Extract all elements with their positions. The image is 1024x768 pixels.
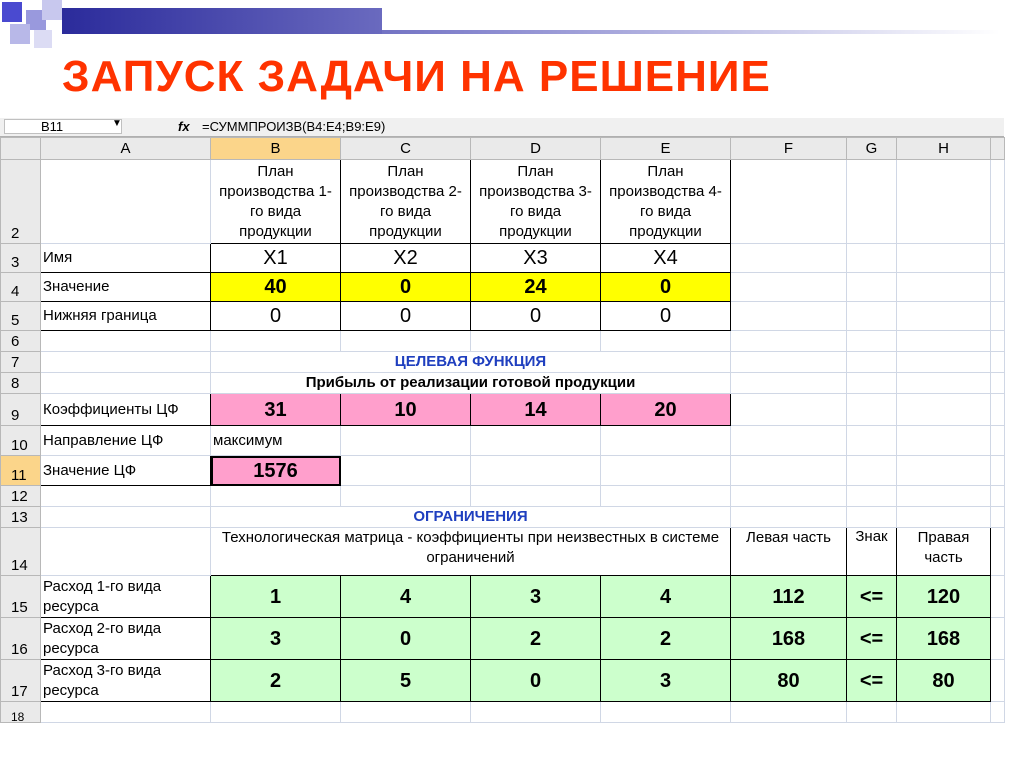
cell-h16[interactable]: 168	[897, 618, 991, 660]
table-row	[1, 273, 1005, 302]
cell-b15[interactable]: 1	[211, 576, 341, 618]
cell-a4[interactable]: Значение	[41, 273, 211, 302]
row-header[interactable]: 5	[1, 302, 41, 331]
row-header[interactable]: 7	[1, 352, 41, 373]
table-row	[1, 244, 1005, 273]
cell-b2[interactable]: План производства 1-го вида продукции	[211, 160, 341, 244]
cell-b4[interactable]: 40	[211, 273, 341, 302]
cell-e2[interactable]: План производства 4-го вида продукции	[601, 160, 731, 244]
row-header[interactable]: 9	[1, 394, 41, 426]
cell-a2[interactable]	[41, 160, 211, 244]
table-row	[1, 507, 1005, 528]
cell-a17[interactable]: Расход 3-го вида ресурса	[41, 660, 211, 702]
cell-d2[interactable]: План производства 3-го вида продукции	[471, 160, 601, 244]
cell-c3[interactable]: X2	[341, 244, 471, 273]
row-header[interactable]: 8	[1, 373, 41, 394]
cell-a10[interactable]: Направление ЦФ	[41, 426, 211, 456]
cell-b10[interactable]: максимум	[211, 426, 341, 456]
row-header[interactable]: 3	[1, 244, 41, 273]
cell-d16[interactable]: 2	[471, 618, 601, 660]
cell-b11-selected[interactable]: 1576	[211, 456, 341, 486]
cell-c9[interactable]: 10	[341, 394, 471, 426]
row-header[interactable]: 16	[1, 618, 41, 660]
cell-f14[interactable]: Левая часть	[731, 528, 847, 576]
table-row	[1, 618, 1005, 660]
table-row	[1, 373, 1005, 394]
cell-f16[interactable]: 168	[731, 618, 847, 660]
cell-g2[interactable]	[847, 160, 897, 244]
cell-a11[interactable]: Значение ЦФ	[41, 456, 211, 486]
cell-d3[interactable]: X3	[471, 244, 601, 273]
cell-f2[interactable]	[731, 160, 847, 244]
column-header-spacer	[991, 138, 1005, 160]
cell-g17[interactable]: <=	[847, 660, 897, 702]
row-header[interactable]: 11	[1, 456, 41, 486]
cell-b14-merged[interactable]: Технологическая матрица - коэффициенты при неизвестных в системе ограничений	[211, 528, 731, 576]
title-gradient-block	[62, 8, 382, 34]
cell-e17[interactable]: 3	[601, 660, 731, 702]
cell-b17[interactable]: 2	[211, 660, 341, 702]
slide-decoration	[0, 0, 70, 60]
cell-c16[interactable]: 0	[341, 618, 471, 660]
table-row	[1, 528, 1005, 576]
cell-c15[interactable]: 4	[341, 576, 471, 618]
cell-c17[interactable]: 5	[341, 660, 471, 702]
formula-input[interactable]: =СУММПРОИЗВ(B4:E4;B9:E9)	[202, 119, 386, 134]
row-header[interactable]: 18	[1, 702, 41, 723]
column-header-f[interactable]: F	[731, 138, 847, 160]
name-box-value: B11	[41, 119, 64, 134]
row-header[interactable]: 12	[1, 486, 41, 507]
slide-title: ЗАПУСК ЗАДАЧИ НА РЕШЕНИЕ	[62, 52, 771, 101]
cell-d17[interactable]: 0	[471, 660, 601, 702]
table-row	[1, 456, 1005, 486]
row-header[interactable]: 10	[1, 426, 41, 456]
name-box[interactable]	[4, 119, 122, 134]
cell-h17[interactable]: 80	[897, 660, 991, 702]
cell-a15[interactable]: Расход 1-го вида ресурса	[41, 576, 211, 618]
row-header[interactable]: 6	[1, 331, 41, 352]
table-row	[1, 394, 1005, 426]
table-row	[1, 426, 1005, 456]
cell-e5[interactable]: 0	[601, 302, 731, 331]
cell-e16[interactable]: 2	[601, 618, 731, 660]
cell-a3[interactable]: Имя	[41, 244, 211, 273]
row-header[interactable]: 15	[1, 576, 41, 618]
column-header-a[interactable]: A	[41, 138, 211, 160]
name-box-dropdown-icon[interactable]: ▼	[112, 118, 122, 129]
column-header-c[interactable]: C	[341, 138, 471, 160]
cell-b9[interactable]: 31	[211, 394, 341, 426]
row-header[interactable]: 4	[1, 273, 41, 302]
cell-b8-merged[interactable]: Прибыль от реализации готовой продукции	[211, 373, 731, 394]
cell-g16[interactable]: <=	[847, 618, 897, 660]
table-row	[1, 660, 1005, 702]
cell-d9[interactable]: 14	[471, 394, 601, 426]
cell-d5[interactable]: 0	[471, 302, 601, 331]
select-all-corner[interactable]	[1, 138, 41, 160]
column-header-row	[1, 138, 1005, 160]
cell-b3[interactable]: X1	[211, 244, 341, 273]
cell-h14[interactable]: Правая часть	[897, 528, 991, 576]
cell-f15[interactable]: 112	[731, 576, 847, 618]
cell-c5[interactable]: 0	[341, 302, 471, 331]
section-heading-objective[interactable]: ЦЕЛЕВАЯ ФУНКЦИЯ	[211, 352, 731, 373]
cell-c4[interactable]: 0	[341, 273, 471, 302]
cell-a16[interactable]: Расход 2-го вида ресурса	[41, 618, 211, 660]
cell-c2[interactable]: План производства 2-го вида продукции	[341, 160, 471, 244]
cell-e15[interactable]: 4	[601, 576, 731, 618]
cell-e9[interactable]: 20	[601, 394, 731, 426]
column-header-g[interactable]: G	[847, 138, 897, 160]
section-heading-constraints[interactable]: ОГРАНИЧЕНИЯ	[211, 507, 731, 528]
cell-g15[interactable]: <=	[847, 576, 897, 618]
table-row	[1, 576, 1005, 618]
formula-bar	[0, 118, 1004, 137]
column-header-b[interactable]: B	[211, 138, 341, 160]
table-row	[1, 160, 1005, 244]
row-header[interactable]: 13	[1, 507, 41, 528]
cell-a5[interactable]: Нижняя граница	[41, 302, 211, 331]
spreadsheet-grid	[0, 137, 1005, 723]
cell-d15[interactable]: 3	[471, 576, 601, 618]
table-row	[1, 486, 1005, 507]
cell-d4[interactable]: 24	[471, 273, 601, 302]
table-row	[1, 352, 1005, 373]
cell-b5[interactable]: 0	[211, 302, 341, 331]
cell-b16[interactable]: 3	[211, 618, 341, 660]
row-header[interactable]: 2	[1, 160, 41, 244]
cell-g14[interactable]: Знак	[847, 528, 897, 576]
column-header-d[interactable]: D	[471, 138, 601, 160]
cell-e4[interactable]: 0	[601, 273, 731, 302]
row-header[interactable]: 17	[1, 660, 41, 702]
row-header[interactable]: 14	[1, 528, 41, 576]
cell-h2[interactable]	[897, 160, 991, 244]
table-row	[1, 302, 1005, 331]
cell-e3[interactable]: X4	[601, 244, 731, 273]
table-row	[1, 331, 1005, 352]
table-row	[1, 702, 1005, 723]
cell-f17[interactable]: 80	[731, 660, 847, 702]
fx-icon[interactable]: fx	[178, 119, 190, 134]
cell-a9[interactable]: Коэффициенты ЦФ	[41, 394, 211, 426]
column-header-h[interactable]: H	[897, 138, 991, 160]
cell-h15[interactable]: 120	[897, 576, 991, 618]
column-header-e[interactable]: E	[601, 138, 731, 160]
